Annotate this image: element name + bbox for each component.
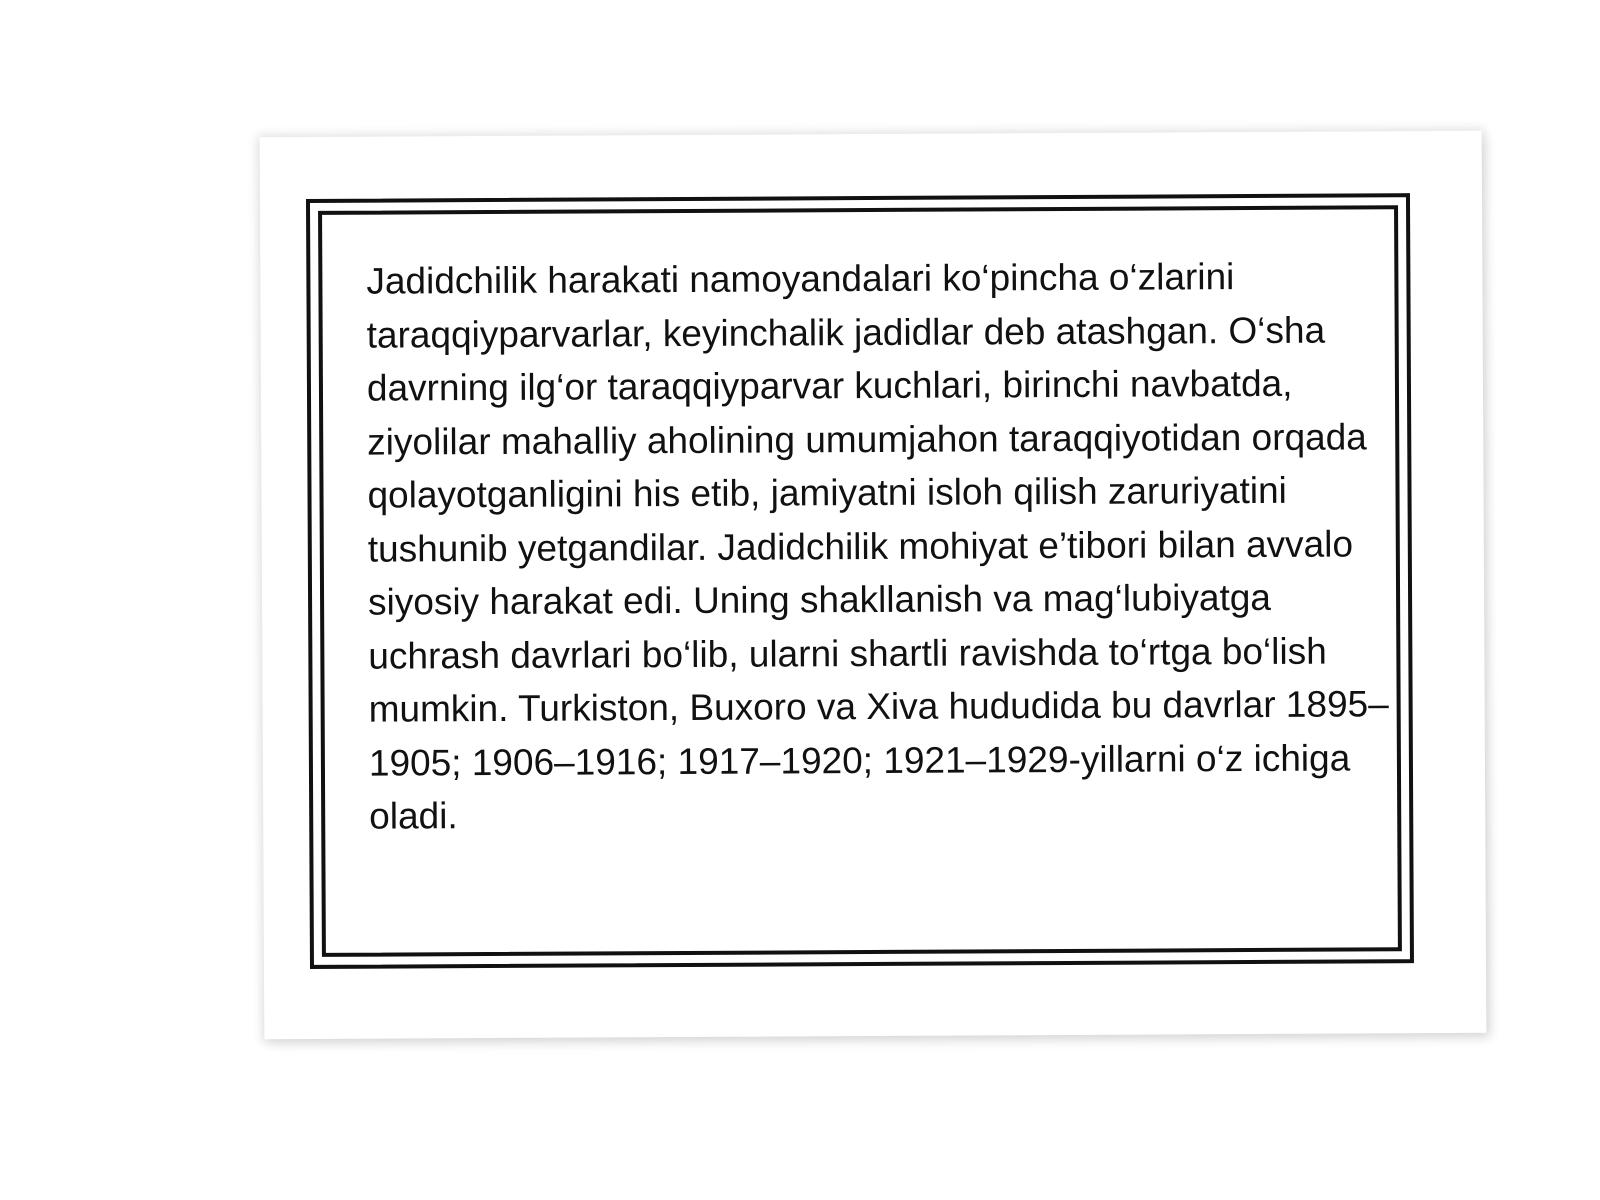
inner-border xyxy=(318,205,1402,957)
document-paragraph: Jadidchilik harakati namoyandalari ko‘pincha o‘zlarini taraqqiyparvarlar, keyinchalik jadidlar deb atashgan. O‘sha davrning ilg‘or taraqqiyparvar kuchlari, birinchi navbatda, ziyolilar mahalliy aholining umumjahon taraqqiyotidan orqada qolayotganligini his etib, jamiyatni isloh qilish zaruriyatini tushunib yetgandilar. Jadidchilik mohiyat e’tibori bilan avvalo siyosiy harakat edi. Uning shakllanish va mag‘lubiyatga uchrash davrlari bo‘lib, ularni shartli ravishda to‘rtga bo‘lish mumkin. Turkiston, Buxoro va Xiva hududida bu davrlar 1895–1905; 1906–1916; 1917–1920; 1921–1929-yillarni o‘z ichiga oladi. xyxy=(366,256,1389,837)
document-card xyxy=(260,131,1487,1039)
double-border-frame xyxy=(306,193,1414,969)
